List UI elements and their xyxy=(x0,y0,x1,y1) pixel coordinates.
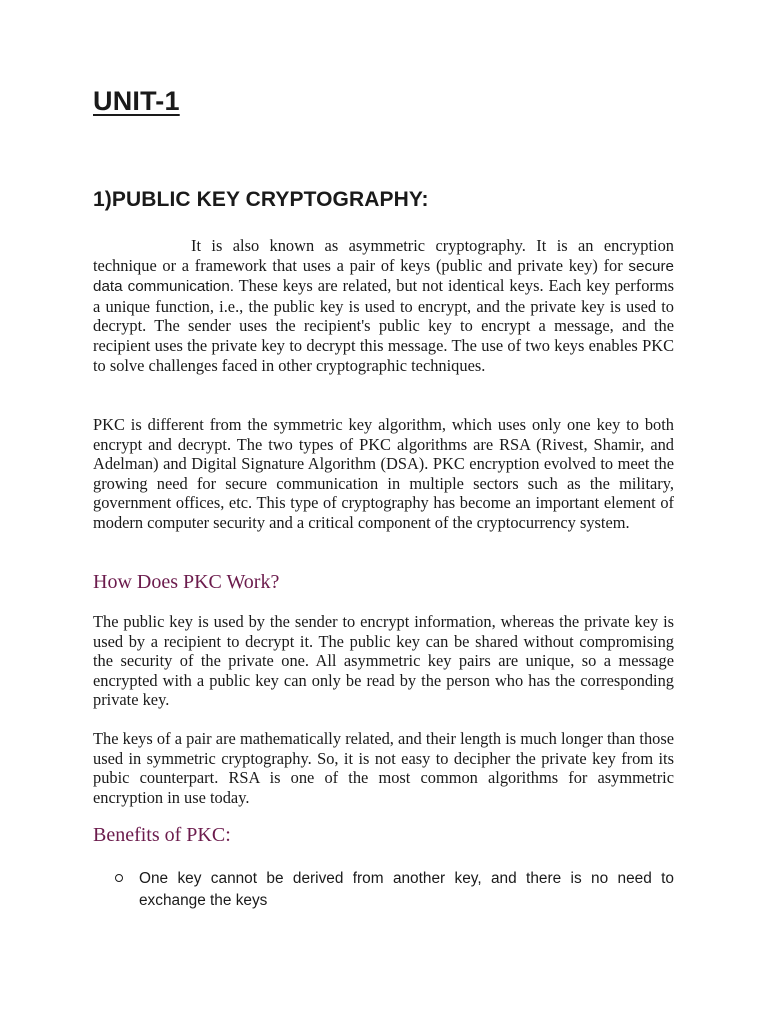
intro-text-part-1: It is also known as asymmetric cryptography. It is an encryption technique or a framework that uses a pair of keys (public and private key) for xyxy=(93,236,674,275)
how-paragraph-1: The public key is used by the sender to encrypt information, whereas the private key is used by a recipient to decrypt it. The public key can be shared without compromising the security of the private one. All asymmetric key pairs are unique, so a message encrypted with a public key can only be read by the person who has the corresponding private key. xyxy=(93,612,674,710)
circle-bullet-icon xyxy=(115,874,123,882)
section-title: 1)PUBLIC KEY CRYPTOGRAPHY: xyxy=(93,188,429,211)
benefits-list xyxy=(93,868,674,912)
intro-text-part-3: These keys are related, but not identical keys. Each key performs a unique function, i.e., the public key is used to encrypt, and the private key is used to decrypt. The sender uses the recipient's public key to encrypt a message, and the recipient uses the private key to decrypt this message. The use of two keys enables PKC to solve challenges faced in other cryptographic techniques. xyxy=(93,276,674,375)
second-paragraph: PKC is different from the symmetric key algorithm, which uses only one key to both encrypt and decrypt. The two types of PKC algorithms are RSA (Rivest, Shamir, and Adelman) and Digital Signature Algorithm (DSA). PKC encryption evolved to meet the growing need for secure communication in multiple sectors such as the military, government offices, etc. This type of cryptography has become an important element of modern computer security and a critical component of the cryptocurrency system. xyxy=(93,415,674,532)
how-paragraph-2: The keys of a pair are mathematically related, and their length is much longer than those used in symmetric cryptography. So, it is not easy to decipher the private key from its pubic counterpart. RSA is one of the most common algorithms for asymmetric encryption in use today. xyxy=(93,729,674,807)
unit-title: UNIT-1 xyxy=(93,86,180,116)
intro-paragraph xyxy=(93,236,674,375)
list-item xyxy=(93,868,674,912)
intro-text-part-2: secure data communication. xyxy=(93,257,674,296)
how-pkc-works-heading: How Does PKC Work? xyxy=(93,571,280,593)
benefit-text: One key cannot be derived from another key, and there is no need to exchange the keys xyxy=(139,870,674,909)
benefits-heading: Benefits of PKC: xyxy=(93,824,231,846)
